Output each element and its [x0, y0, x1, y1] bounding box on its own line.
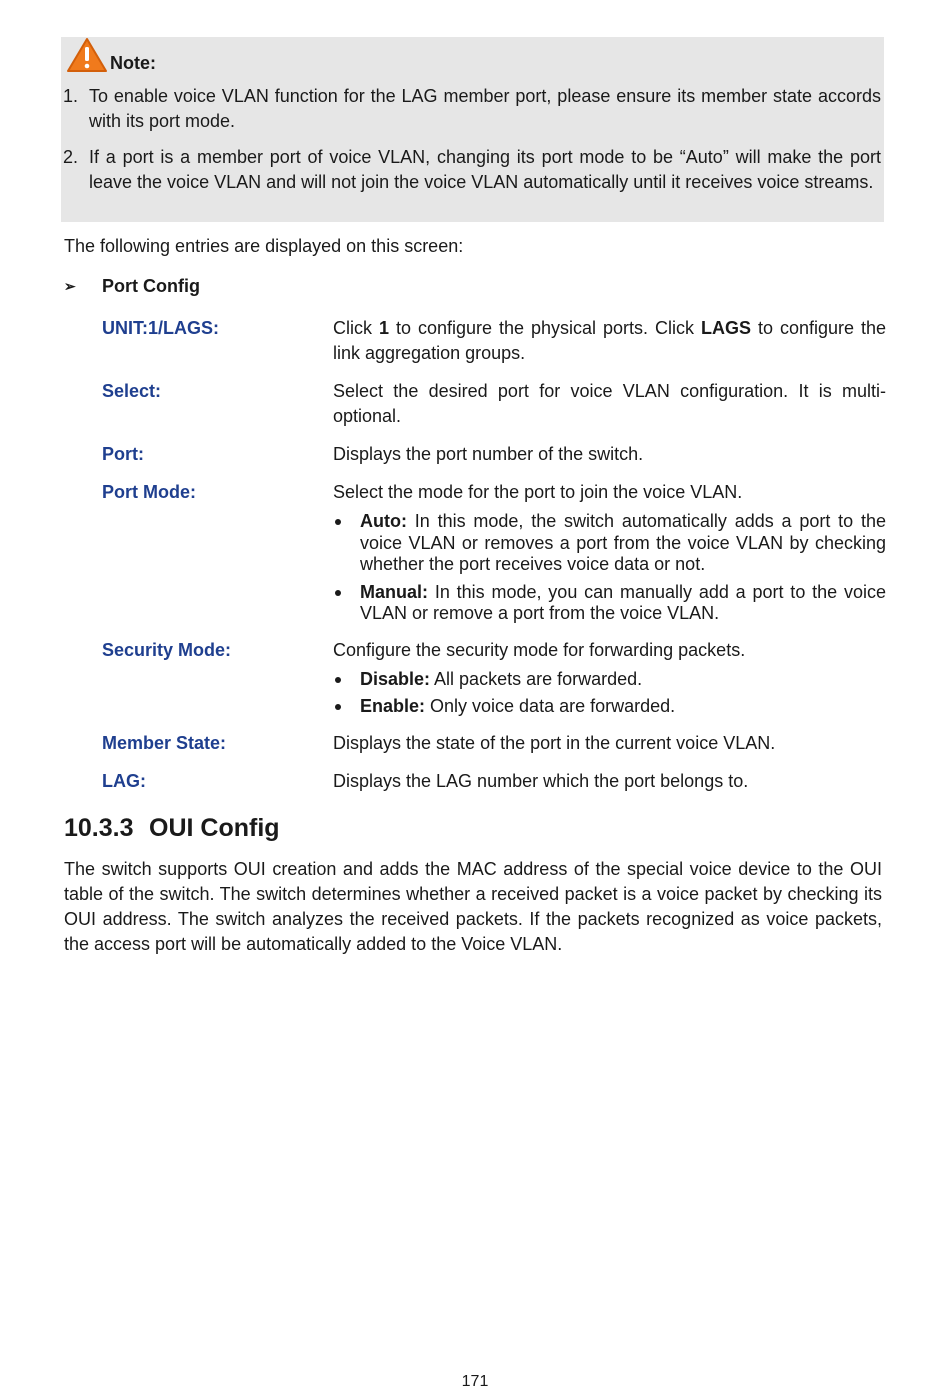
- desc-text: Click: [333, 318, 379, 338]
- desc-text: to configure the link aggregation groups.: [333, 318, 886, 363]
- definition-term: Member State:: [102, 732, 227, 753]
- definition-row: [102, 379, 886, 429]
- bullet-dot-icon: [335, 519, 341, 525]
- desc-bold: 1: [378, 318, 389, 338]
- body-paragraph: The switch supports OUI creation and adds the MAC address of the special voice device to the OUI table of the switch. The switch determines whether a received packet is a voice packet by checking its OUI address. The switch analyzes the received packets. If the packets recognized as voice packets, the access port will be automatically added to the Voice VLAN.: [64, 859, 882, 954]
- definition-term: Port:: [102, 444, 144, 464]
- page-number: 171: [461, 1373, 489, 1390]
- definition-term: LAG:: [102, 770, 146, 791]
- bullet-label: Disable:: [360, 668, 431, 689]
- bullet-list: [333, 669, 886, 718]
- bullet-label: Manual:: [360, 581, 429, 602]
- intro-text: The following entries are displayed on this screen:: [64, 236, 464, 256]
- bullet-list: [333, 511, 886, 625]
- bullet-item: [333, 582, 886, 625]
- definition-term: UNIT:1/LAGS:: [102, 318, 219, 338]
- note-item: [61, 84, 881, 134]
- section-heading: [64, 812, 280, 844]
- warning-icon: [66, 37, 108, 73]
- definition-row: [102, 769, 886, 794]
- definition-description: Displays the port number of the switch.: [333, 444, 644, 464]
- definition-description: Select the desired port for voice VLAN configuration. It is multi-optional.: [333, 381, 886, 426]
- definition-description: Displays the state of the port in the current voice VLAN.: [333, 732, 776, 753]
- bullet-label: Enable:: [360, 696, 426, 716]
- heading-number: 10.3.3: [64, 814, 134, 842]
- bullet-text: Only voice data are forwarded.: [425, 696, 676, 716]
- definition-row: [102, 480, 886, 625]
- definition-row: [102, 638, 886, 718]
- note-item-number: 2.: [63, 147, 79, 167]
- definition-term: Port Mode:: [102, 482, 196, 502]
- bullet-text: In this mode, the switch automatically adds a port to the voice VLAN or removes a port from the voice VLAN by checking whether the port receives voice data or not.: [360, 511, 886, 574]
- section-label: Port Config: [102, 276, 200, 296]
- note-item-text: If a port is a member port of voice VLAN, changing its port mode to be “Auto” will make the port leave the voice VLAN and will not join the voice VLAN automatically until it receives voice streams.: [89, 147, 881, 192]
- bullet-item: [333, 511, 886, 576]
- desc-text: Configure the security mode for forwarding packets.: [333, 639, 746, 660]
- definition-row: [102, 316, 886, 366]
- note-item-number: 1.: [63, 86, 79, 106]
- bullet-item: [333, 669, 886, 691]
- bullet-dot-icon: [335, 704, 341, 710]
- chevron-right-icon: ➢: [64, 278, 76, 294]
- definition-row: [102, 442, 886, 467]
- bullet-dot-icon: [335, 590, 341, 596]
- note-item-text: To enable voice VLAN function for the LAG member port, please ensure its member state accords with its port mode.: [89, 86, 881, 131]
- note-list: [61, 84, 881, 206]
- heading-title: OUI Config: [149, 814, 280, 842]
- definition-row: [102, 731, 886, 756]
- note-box: [61, 37, 884, 222]
- bullet-label: Auto:: [360, 511, 407, 531]
- bullet-text: All packets are forwarded.: [430, 668, 643, 689]
- bullet-text: In this mode, you can manually add a port to the voice VLAN or remove a port from the voice VLAN.: [360, 581, 886, 623]
- note-item: [61, 145, 881, 195]
- note-title: Note:: [110, 53, 156, 73]
- definition-term: Select:: [102, 381, 162, 401]
- bullet-item: [333, 696, 886, 718]
- definition-description: [333, 480, 886, 625]
- definition-list: [102, 316, 886, 807]
- desc-bold: LAGS: [700, 318, 751, 338]
- definition-term: Security Mode:: [102, 639, 232, 660]
- desc-text: to configure the physical ports. Click: [389, 318, 701, 338]
- bullet-dot-icon: [335, 677, 341, 683]
- definition-description: [333, 638, 886, 718]
- definition-description: [333, 316, 886, 366]
- desc-text: Select the mode for the port to join the voice VLAN.: [333, 482, 743, 502]
- definition-description: Displays the LAG number which the port belongs to.: [333, 770, 749, 791]
